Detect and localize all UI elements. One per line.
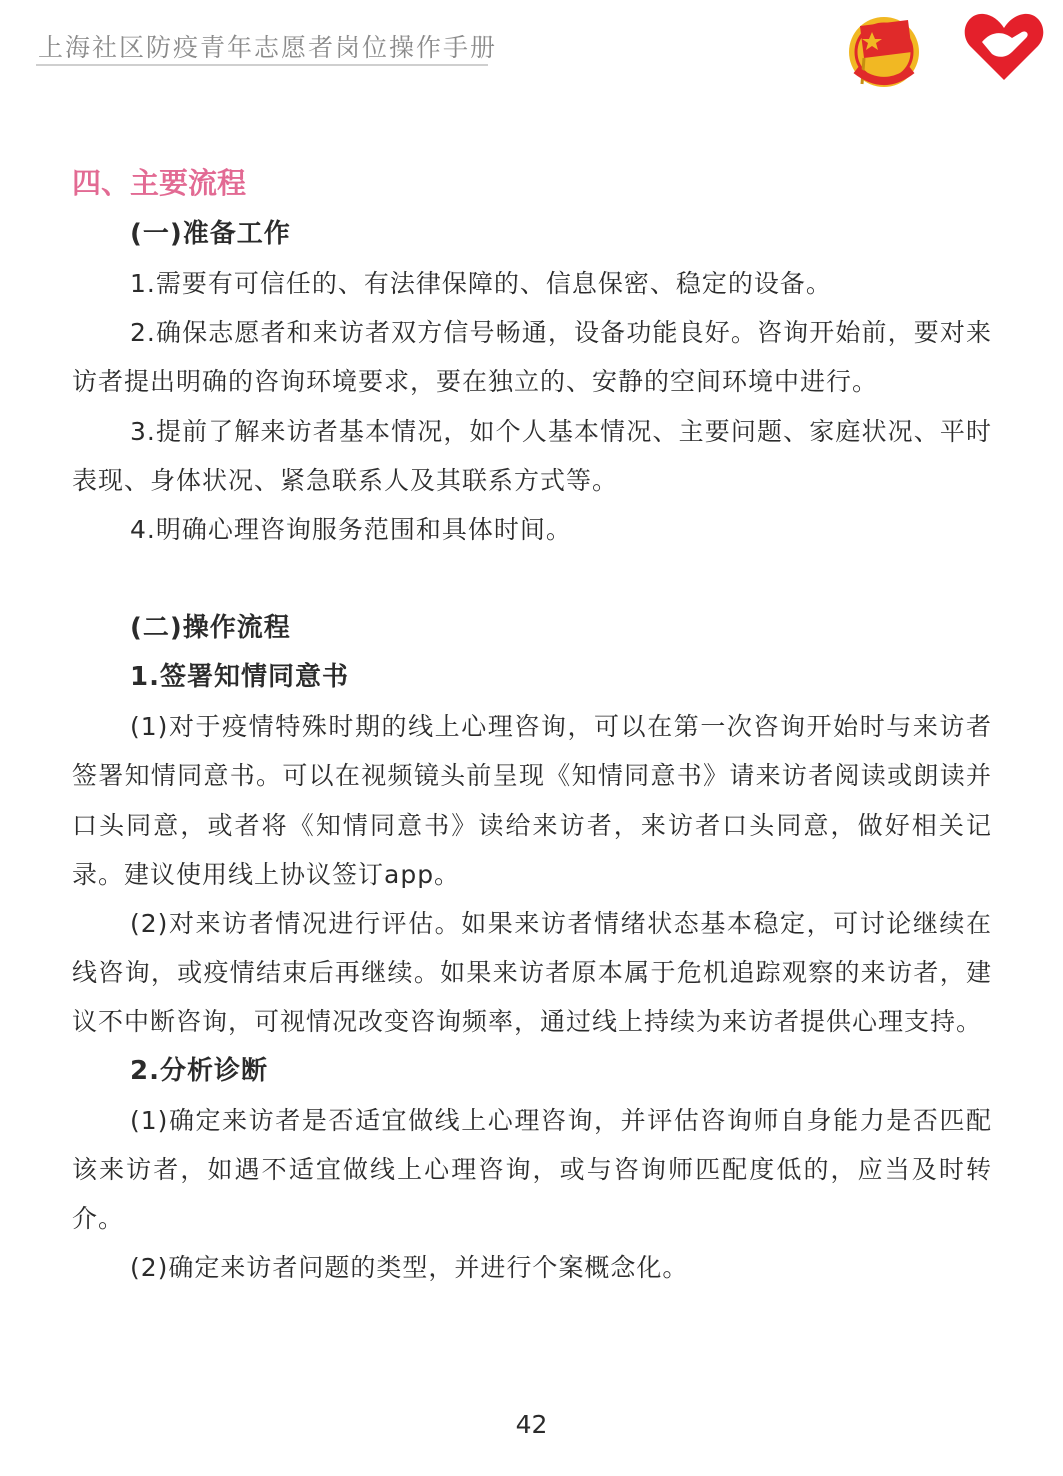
communist-youth-league-logo bbox=[842, 8, 926, 92]
ops-step1-item-1: (1)对于疫情特殊时期的线上心理咨询，可以在第一次咨询开始时与来访者签署知情同意书。可以在视频镜头前呈现《知情同意书》请来访者阅读或朗读并口头同意，或者将《知情同意书》读给来访者，来访者口头同意，做好相关记录。建议使用线上协议签订app。 bbox=[72, 712, 992, 889]
prep-item-2: 2.确保志愿者和来访者双方信号畅通，设备功能良好。咨询开始前，要对来访者提出明确的咨询环境要求，要在独立的、安静的空间环境中进行。 bbox=[72, 318, 992, 397]
section-heading: 四、主要流程 bbox=[72, 166, 247, 200]
ops-step1-heading: 1.签署知情同意书 bbox=[130, 662, 349, 693]
prep-item-3: 3.提前了解来访者基本情况，如个人基本情况、主要问题、家庭状况、平时表现、身体状况、紧急联系人及其联系方式等。 bbox=[72, 416, 992, 495]
prep-item-1: 1.需要有可信任的、有法律保障的、信息保密、稳定的设备。 bbox=[130, 269, 832, 298]
page-content bbox=[72, 160, 992, 1292]
ops-heading: (二)操作流程 bbox=[130, 613, 291, 644]
ops-step1-item-2: (2)对来访者情况进行评估。如果来访者情绪状态基本稳定，可讨论继续在线咨询，或疫情结束后再继续。如果来访者原本属于危机追踪观察的来访者，建议不中断咨询，可视情况改变咨询频率，通过线上持续为来访者提供心理支持。 bbox=[72, 909, 992, 1037]
volunteer-heart-logo bbox=[962, 8, 1046, 84]
prep-item-4: 4.明确心理咨询服务范围和具体时间。 bbox=[130, 515, 572, 545]
ops-step2-item-1: (1)确定来访者是否适宜做线上心理咨询，并评估咨询师自身能力是否匹配该来访者，如遇不适宜做线上心理咨询，或与咨询师匹配度低的，应当及时转介。 bbox=[72, 1105, 992, 1234]
section-gap bbox=[72, 554, 992, 604]
prep-heading: (一)准备工作 bbox=[130, 219, 291, 249]
page-number: 42 bbox=[515, 1410, 548, 1439]
header-title: 上海社区防疫青年志愿者岗位操作手册 bbox=[38, 33, 498, 62]
ops-step2-item-2: (2)确定来访者问题的类型，并进行个案概念化。 bbox=[130, 1253, 689, 1283]
header-rule bbox=[36, 64, 488, 66]
ops-step2-heading: 2.分析诊断 bbox=[130, 1055, 268, 1086]
